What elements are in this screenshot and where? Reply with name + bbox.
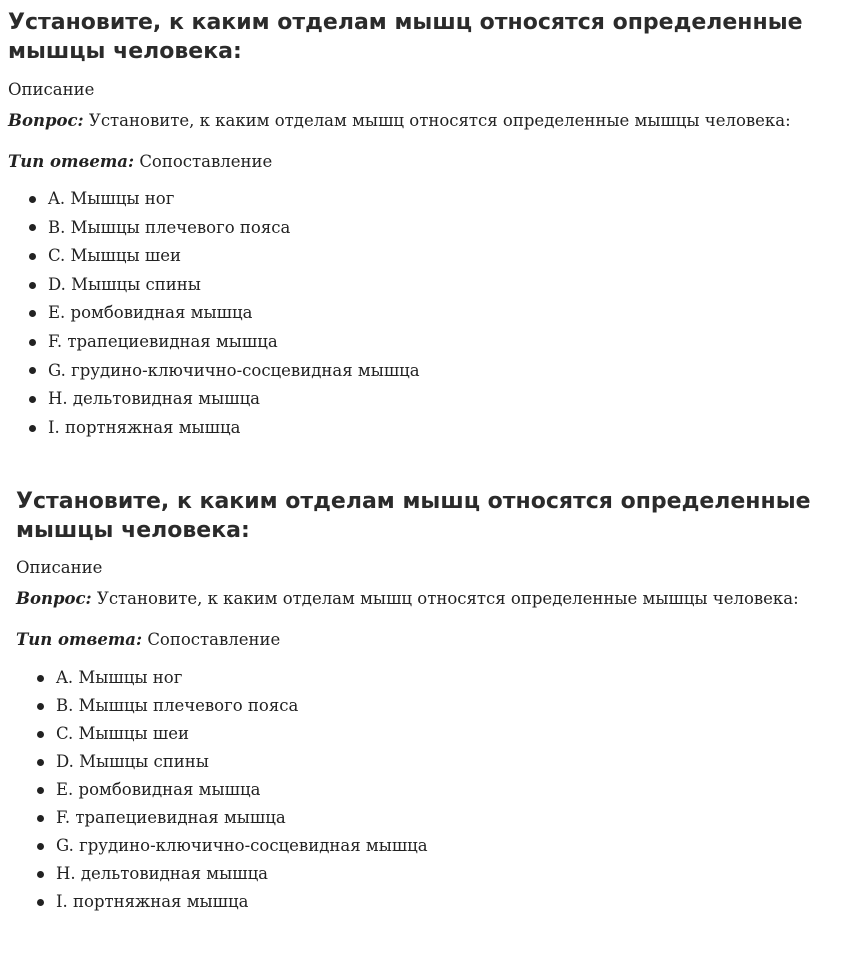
bullet-icon xyxy=(37,871,44,878)
bullet-icon xyxy=(37,843,44,850)
list-item xyxy=(29,299,828,328)
bullet-icon xyxy=(29,310,36,317)
answer-type-paragraph xyxy=(16,629,828,651)
bullet-icon xyxy=(29,339,36,346)
list-item xyxy=(29,242,828,271)
question-label: Вопрос: xyxy=(16,589,92,608)
description-label: Описание xyxy=(8,80,95,99)
answer-type-value: Сопоставление xyxy=(147,630,281,649)
answer-type-paragraph xyxy=(8,151,828,173)
option-text: G. грудино-ключично-сосцевидная мышца xyxy=(48,360,420,380)
option-text: F. трапециевидная мышца xyxy=(56,808,286,827)
bullet-icon xyxy=(37,759,44,766)
list-item xyxy=(29,214,828,243)
option-text: B. Мышцы плечевого пояса xyxy=(48,217,291,237)
question-text: Установите, к каким отделам мышц относятся определенные мышцы человека: xyxy=(88,111,791,130)
option-text: I. портняжная мышца xyxy=(48,417,241,437)
bullet-icon xyxy=(29,282,36,289)
question-title: Установите, к каким отделам мышц относятся определенные мышцы человека: xyxy=(8,10,803,64)
bullet-icon xyxy=(37,787,44,794)
list-item xyxy=(29,271,828,300)
question-paragraph xyxy=(16,585,828,613)
option-text: C. Мышцы шеи xyxy=(48,246,181,266)
list-item xyxy=(37,776,828,804)
bullet-icon xyxy=(29,196,36,203)
list-item xyxy=(37,720,828,748)
list-item xyxy=(37,860,828,888)
question-block-1 xyxy=(8,8,828,442)
option-text: C. Мышцы шеи xyxy=(56,724,189,743)
bullet-icon xyxy=(37,815,44,822)
answer-type-label: Тип ответа: xyxy=(8,152,135,171)
list-item xyxy=(29,385,828,414)
answer-type-value: Сопоставление xyxy=(139,152,273,171)
bullet-icon xyxy=(29,224,36,231)
question-paragraph xyxy=(8,107,828,135)
bullet-icon xyxy=(29,425,36,432)
question-text: Установите, к каким отделам мышц относятся определенные мышцы человека: xyxy=(96,589,799,608)
list-item xyxy=(37,692,828,720)
list-item xyxy=(37,748,828,776)
list-item xyxy=(29,357,828,386)
list-item xyxy=(29,185,828,214)
option-text: E. ромбовидная мышца xyxy=(48,303,253,323)
bullet-icon xyxy=(29,396,36,403)
bullet-icon xyxy=(37,703,44,710)
description-label: Описание xyxy=(16,558,103,577)
option-text: A. Мышцы ног xyxy=(48,189,175,208)
list-item xyxy=(37,804,828,832)
question-title: Установите, к каким отделам мышц относятся определенные мышцы человека: xyxy=(16,489,811,543)
bullet-icon xyxy=(37,899,44,906)
answer-type-label: Тип ответа: xyxy=(16,630,143,649)
option-text: H. дельтовидная мышца xyxy=(56,864,269,883)
option-text: G. грудино-ключично-сосцевидная мышца xyxy=(56,836,428,855)
option-text: E. ромбовидная мышца xyxy=(56,780,261,799)
list-item xyxy=(37,832,828,860)
option-text: I. портняжная мышца xyxy=(56,892,249,911)
option-text: A. Мышцы ног xyxy=(56,668,183,687)
list-item xyxy=(29,414,828,443)
option-text: B. Мышцы плечевого пояса xyxy=(56,696,299,715)
bullet-icon xyxy=(29,367,36,374)
list-item xyxy=(37,664,828,692)
bullet-icon xyxy=(29,253,36,260)
option-text: D. Мышцы спины xyxy=(56,752,209,771)
option-text: D. Мышцы спины xyxy=(48,274,201,294)
option-text: F. трапециевидная мышца xyxy=(48,331,278,351)
list-item xyxy=(29,328,828,357)
bullet-icon xyxy=(37,675,44,682)
question-label: Вопрос: xyxy=(8,111,84,130)
list-item xyxy=(37,888,828,916)
question-block-2 xyxy=(16,487,828,916)
options-list xyxy=(8,185,828,442)
bullet-icon xyxy=(37,731,44,738)
option-text: H. дельтовидная мышца xyxy=(48,389,261,409)
options-list xyxy=(16,664,828,916)
